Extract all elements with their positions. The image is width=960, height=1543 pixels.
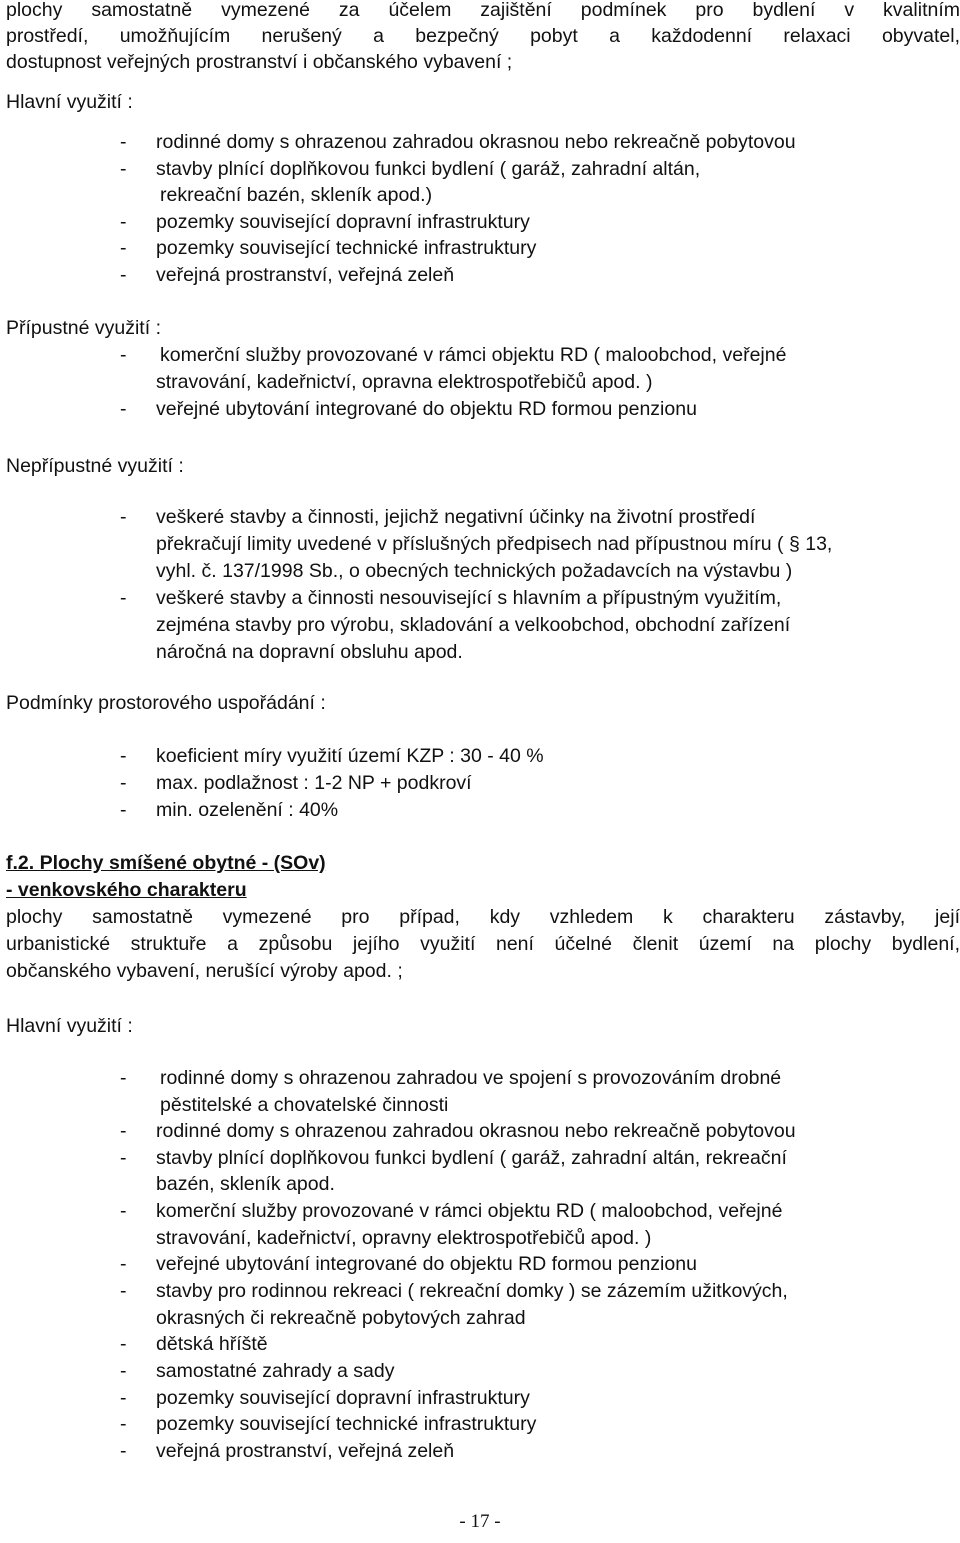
list-item: pozemky související dopravní infrastruktury: [156, 1387, 530, 1409]
list-item: max. podlažnost : 1-2 NP + podkroví: [156, 772, 472, 794]
list-item: veškeré stavby a činnosti, jejichž negativní účinky na životní prostředí: [156, 506, 756, 528]
list-dash: -: [120, 1253, 127, 1275]
list-dash: -: [120, 398, 127, 420]
list-dash: -: [120, 264, 127, 286]
intro-line-2: prostředí, umožňujícím nerušený a bezpečný pobyt a každodenní relaxaci obyvatel,: [6, 25, 960, 47]
list-dash: -: [120, 237, 127, 259]
list-item: komerční služby provozované v rámci objektu RD ( maloobchod, veřejné: [156, 1200, 783, 1222]
list-item: samostatné zahrady a sady: [156, 1360, 395, 1382]
list-item: komerční služby provozované v rámci objektu RD ( maloobchod, veřejné: [160, 344, 787, 366]
list-item: veřejné ubytování integrované do objektu RD formou penzionu: [156, 1253, 697, 1275]
list-item: rodinné domy s ohrazenou zahradou okrasnou nebo rekreačně pobytovou: [156, 1120, 796, 1142]
list-dash: -: [120, 799, 127, 821]
section-heading: f.2. Plochy smíšené obytné - (SOv): [6, 852, 326, 874]
list-item: veřejná prostranství, veřejná zeleň: [156, 1440, 455, 1462]
list-item: rodinné domy s ohrazenou zahradou okrasnou nebo rekreačně pobytovou: [156, 131, 796, 153]
list-dash: -: [120, 211, 127, 233]
list-dash: -: [120, 1413, 127, 1435]
list-item: stavby plnící doplňkovou funkci bydlení ( garáž, zahradní altán, rekreační: [156, 1147, 787, 1169]
list-item: min. ozelenění : 40%: [156, 799, 339, 821]
list-dash: -: [120, 344, 127, 366]
list-dash: -: [120, 1333, 127, 1355]
list-item-continuation: bazén, skleník apod.: [156, 1173, 335, 1195]
list-item: pozemky související technické infrastruktury: [156, 1413, 537, 1435]
section-desc-line-1: plochy samostatně vymezené pro případ, kdy vzhledem k charakteru zástavby, její: [6, 906, 960, 928]
pripustne-vyuziti-label: Přípustné využití :: [6, 317, 161, 339]
list-dash: -: [120, 131, 127, 153]
list-item: rodinné domy s ohrazenou zahradou ve spojení s provozováním drobné: [160, 1067, 782, 1089]
list-dash: -: [120, 1280, 127, 1302]
list-dash: -: [120, 1360, 127, 1382]
list-item-continuation: vyhl. č. 137/1998 Sb., o obecných technických požadavcích na výstavbu ): [156, 560, 793, 582]
podminky-label: Podmínky prostorového uspořádání :: [6, 692, 326, 714]
list-item-continuation: rekreační bazén, skleník apod.): [160, 184, 433, 206]
list-item: veřejná prostranství, veřejná zeleň: [156, 264, 455, 286]
list-dash: -: [120, 1200, 127, 1222]
list-dash: -: [120, 506, 127, 528]
section-desc-line-2: urbanistické struktuře a způsobu jejího využití není účelné členit území na plochy bydlení,: [6, 933, 960, 955]
hlavni-vyuziti-label-2: Hlavní využití :: [6, 1015, 133, 1037]
list-item: veškeré stavby a činnosti nesouvisející s hlavním a přípustným využitím,: [156, 587, 782, 609]
list-item: pozemky související dopravní infrastruktury: [156, 211, 530, 233]
list-item: dětská hříště: [156, 1333, 268, 1355]
list-dash: -: [120, 1387, 127, 1409]
section-subheading: - venkovského charakteru: [6, 879, 247, 901]
hlavni-vyuziti-label: Hlavní využití :: [6, 91, 133, 113]
list-item: koeficient míry využití území KZP : 30 - 40 %: [156, 745, 544, 767]
list-item: stavby plnící doplňkovou funkci bydlení ( garáž, zahradní altán,: [156, 158, 701, 180]
list-item: pozemky související technické infrastruktury: [156, 237, 537, 259]
section-desc-line-3: občanského vybavení, nerušící výroby apod. ;: [6, 960, 403, 982]
list-dash: -: [120, 587, 127, 609]
list-item-continuation: okrasných či rekreačně pobytových zahrad: [156, 1307, 526, 1329]
list-item-continuation: stravování, kadeřnictví, opravna elektrospotřebičů apod. ): [156, 371, 653, 393]
list-dash: -: [120, 745, 127, 767]
list-item-continuation: pěstitelské a chovatelské činnosti: [160, 1094, 449, 1116]
list-dash: -: [120, 158, 127, 180]
list-dash: -: [120, 1440, 127, 1462]
list-item-continuation: náročná na dopravní obsluhu apod.: [156, 641, 463, 663]
list-item-continuation: překračují limity uvedené v příslušných předpisech nad přípustnou míru ( § 13,: [156, 533, 833, 555]
list-dash: -: [120, 1067, 127, 1089]
list-dash: -: [120, 1120, 127, 1142]
page-number: - 17 -: [459, 1511, 501, 1532]
intro-line-3: dostupnost veřejných prostranství i občanského vybavení ;: [6, 51, 513, 73]
list-dash: -: [120, 1147, 127, 1169]
list-item-continuation: zejména stavby pro výrobu, skladování a velkoobchod, obchodní zařízení: [156, 614, 791, 636]
intro-line-1: plochy samostatně vymezené za účelem zajištění podmínek pro bydlení v kvalitním: [6, 0, 960, 21]
list-item: veřejné ubytování integrované do objektu RD formou penzionu: [156, 398, 697, 420]
list-item-continuation: stravování, kadeřnictví, opravny elektrospotřebičů apod. ): [156, 1227, 652, 1249]
list-item: stavby pro rodinnou rekreaci ( rekreační domky ) se zázemím užitkových,: [156, 1280, 788, 1302]
nepripustne-vyuziti-label: Nepřípustné využití :: [6, 455, 184, 477]
list-dash: -: [120, 772, 127, 794]
